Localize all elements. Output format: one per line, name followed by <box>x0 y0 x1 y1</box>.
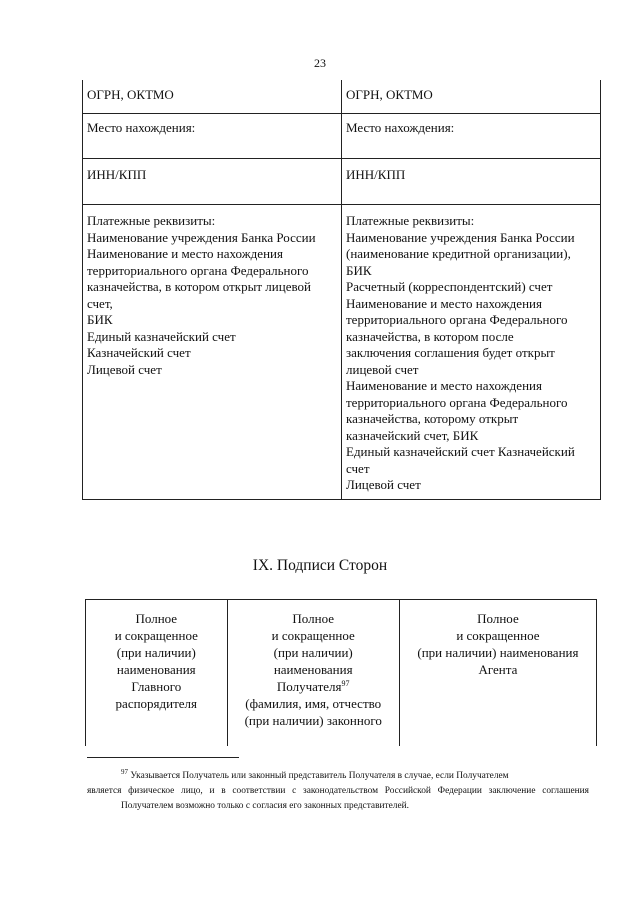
left-place-cell: Место нахождения: <box>83 114 342 159</box>
payment-line: Наименование учреждения Банка России <box>87 229 316 245</box>
payment-line: Расчетный (корреспондентский) счет <box>346 279 553 294</box>
cell-line: наименования <box>273 662 353 677</box>
cell-line: и сокращенное <box>456 628 540 643</box>
right-payment-cell <box>342 205 601 500</box>
payment-line: Платежные реквизиты: <box>346 213 475 228</box>
left-payment-cell <box>83 205 342 500</box>
cell-line: Главного <box>131 679 182 694</box>
cell-line: (фамилия, имя, отчество <box>245 696 382 711</box>
payment-line: Наименование учреждения Банка России <box>346 229 575 245</box>
payment-line: казначейства, которому открыт <box>346 411 519 426</box>
cell-line: (при наличии) <box>273 645 353 660</box>
right-place-cell: Место нахождения: <box>342 114 601 159</box>
payment-line: БИК <box>87 312 113 327</box>
payment-line: территориального органа Федерального <box>346 394 568 410</box>
payment-line: Наименование и место нахождения <box>87 246 283 261</box>
footnote-ref: 97 <box>341 679 350 688</box>
payment-line: БИК <box>346 262 372 278</box>
cell-line: наименования <box>116 662 196 677</box>
footnote-divider <box>87 757 239 758</box>
payment-line: казначейский счет, БИК <box>346 427 479 443</box>
signatures-row <box>86 600 597 747</box>
chief-manager-cell <box>86 600 228 747</box>
cell-line: распорядителя <box>115 696 198 711</box>
agent-cell <box>399 600 596 747</box>
requisites-table <box>82 80 601 500</box>
section-title: IX. Подписи Сторон <box>252 557 388 574</box>
payment-line: счет <box>346 460 370 476</box>
right-inn-cell: ИНН/КПП <box>342 159 601 205</box>
recipient-label: Получателя <box>276 679 342 694</box>
payment-line: Единый казначейский счет Казначейский <box>346 444 575 459</box>
cell-line: Полное <box>477 611 519 626</box>
payment-line: Казначейский счет <box>87 345 191 360</box>
payment-line: казначейства, в котором после <box>346 328 514 344</box>
cell-line: Агента <box>478 662 518 677</box>
payment-row <box>83 205 601 500</box>
payment-line: Платежные реквизиты: <box>87 213 216 228</box>
payment-line: Единый казначейский счет <box>87 328 236 344</box>
footnote-rest: является физическое лицо, и в соответствии с законодательством Российской Федерации заключение соглашения Получателем возможно только с согласия его законных представителей. <box>87 786 589 811</box>
payment-line: заключения соглашения будет открыт <box>346 345 555 360</box>
left-ogrn-cell: ОГРН, ОКТМО <box>83 80 342 114</box>
place-row <box>83 114 601 159</box>
recipient-cell <box>227 600 399 747</box>
cell-line: (при наличии) наименования <box>417 645 579 660</box>
cell-line: и сокращенное <box>271 628 355 643</box>
payment-line: территориального органа Федерального <box>346 312 568 327</box>
payment-line: Наименование и место нахождения <box>346 295 542 311</box>
cell-line: Полное <box>135 611 178 626</box>
footnote-number: 97 <box>121 768 128 776</box>
left-inn-cell: ИНН/КПП <box>83 159 342 205</box>
payment-line: Лицевой счет <box>346 477 421 492</box>
payment-line: лицевой счет <box>346 361 419 377</box>
payment-line: (наименование кредитной организации), <box>346 246 571 261</box>
right-ogrn-cell: ОГРН, ОКТМО <box>342 80 601 114</box>
cell-line: (при наличии) законного <box>244 713 382 728</box>
payment-line: казначейства, в котором открыт лицевой <box>87 279 311 294</box>
recipient-line <box>230 678 397 695</box>
footnote-first-line: Указывается Получатель или законный представитель Получателя в случае, если Получателем <box>130 771 509 781</box>
ogrn-row <box>83 80 601 114</box>
cell-line: Полное <box>292 611 334 626</box>
footnote <box>87 768 589 814</box>
signatures-table <box>85 599 597 746</box>
page-number: 23 <box>314 56 326 70</box>
payment-line: Наименование и место нахождения <box>346 378 542 393</box>
cell-line: (при наличии) <box>116 645 196 660</box>
cell-line: и сокращенное <box>114 628 198 643</box>
payment-line: территориального органа Федерального <box>87 262 309 278</box>
inn-row <box>83 159 601 205</box>
payment-line: счет, <box>87 295 113 311</box>
payment-line: Лицевой счет <box>87 361 162 377</box>
